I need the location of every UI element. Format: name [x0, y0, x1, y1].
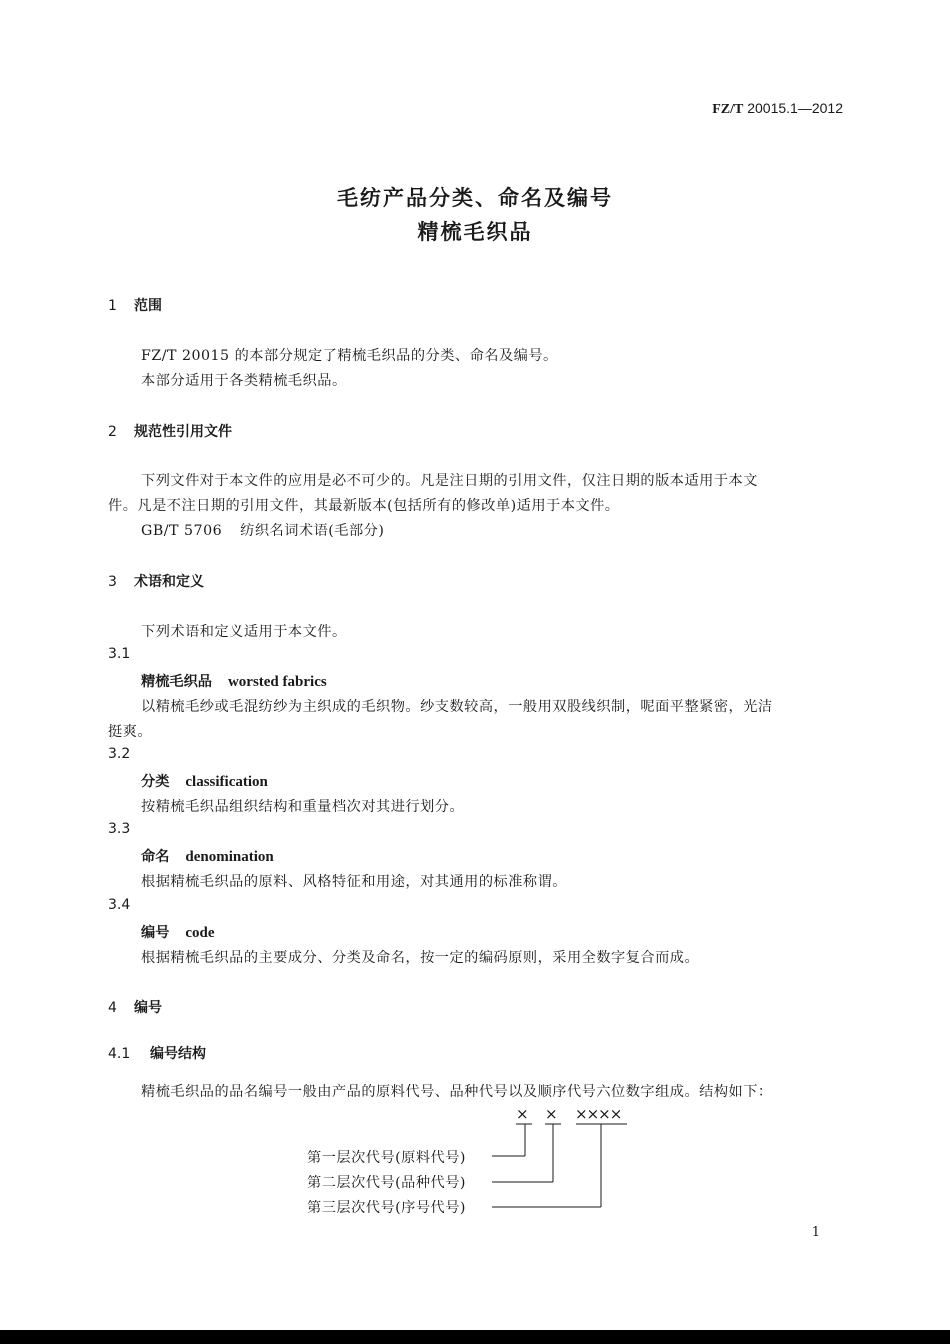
section-number: 2	[108, 424, 117, 440]
term-definition: 根据精梳毛织品的原料、风格特征和用途，对其通用的标准称谓。	[141, 874, 567, 890]
subsection-number: 4.1	[108, 1046, 131, 1062]
sec2-para-line1: 下列文件对于本文件的应用是必不可少的。凡是注日期的引用文件，仅注日期的版本适用于本文	[141, 473, 758, 489]
sec2-para-line2: 件。凡是不注日期的引用文件，其最新版本(包括所有的修改单)适用于本文件。	[108, 498, 620, 514]
reference-code: GB/T 5706	[141, 523, 223, 539]
layer3-label: 第三层次代号(序号代号)	[307, 1200, 466, 1216]
sec1-para1: FZ/T 20015 的本部分规定了精梳毛织品的分类、命名及编号。	[141, 348, 558, 364]
reference-title: 纺织名词术语(毛部分)	[240, 523, 385, 539]
term-number: 3.2	[108, 746, 131, 762]
section-title: 术语和定义	[134, 574, 204, 590]
term-zh: 分类	[141, 774, 170, 790]
sec4-para: 精梳毛织品的品名编号一般由产品的原料代号、品种代号以及顺序代号六位数字组成。结构如下：	[141, 1084, 773, 1100]
term-number: 3.1	[108, 646, 131, 662]
document-title-line2: 精梳毛织品	[417, 220, 533, 244]
term-number: 3.3	[108, 821, 131, 837]
term-definition: 根据精梳毛织品的主要成分、分类及命名，按一定的编码原则，采用全数字复合而成。	[141, 950, 700, 966]
section-number: 3	[108, 574, 117, 590]
term-en: classification	[185, 774, 268, 790]
subsection-title: 编号结构	[150, 1046, 206, 1062]
page-bottom-edge	[0, 1330, 950, 1344]
term-zh: 精梳毛织品	[141, 674, 212, 690]
sec1-para2: 本部分适用于各类精梳毛织品。	[141, 373, 347, 389]
layer1-label: 第一层次代号(原料代号)	[307, 1150, 466, 1166]
term-definition: 以精梳毛纱或毛混纺纱为主织成的毛织物。纱支数较高，一般用双股线织制，呢面平整紧密，光洁	[141, 699, 773, 715]
section-number: 1	[108, 298, 117, 314]
sec3-intro: 下列术语和定义适用于本文件。	[141, 624, 347, 640]
term-zh: 编号	[141, 925, 170, 941]
standard-prefix: FZ/T	[712, 102, 744, 117]
document-title-line1: 毛纺产品分类、命名及编号	[337, 186, 613, 210]
term-definition-cont: 挺爽。	[108, 724, 153, 740]
code-mark-layer2: ×	[545, 1105, 558, 1123]
term-en: worsted fabrics	[227, 674, 327, 690]
code-mark-layer1: ×	[516, 1105, 529, 1123]
term-definition: 按精梳毛织品组织结构和重量档次对其进行划分。	[141, 799, 465, 815]
standard-code: 20015.1—2012	[747, 100, 843, 116]
section-title: 范围	[134, 298, 162, 314]
term-en: denomination	[185, 849, 274, 865]
term-en: code	[185, 925, 215, 941]
section-number: 4	[108, 1000, 117, 1016]
section-title: 编号	[134, 1000, 162, 1016]
page-number: 1	[811, 1225, 820, 1240]
layer2-label: 第二层次代号(品种代号)	[307, 1175, 466, 1191]
section-title: 规范性引用文件	[134, 424, 232, 440]
term-number: 3.4	[108, 897, 131, 913]
term-zh: 命名	[141, 849, 170, 865]
code-mark-layer3: ××××	[575, 1105, 622, 1123]
